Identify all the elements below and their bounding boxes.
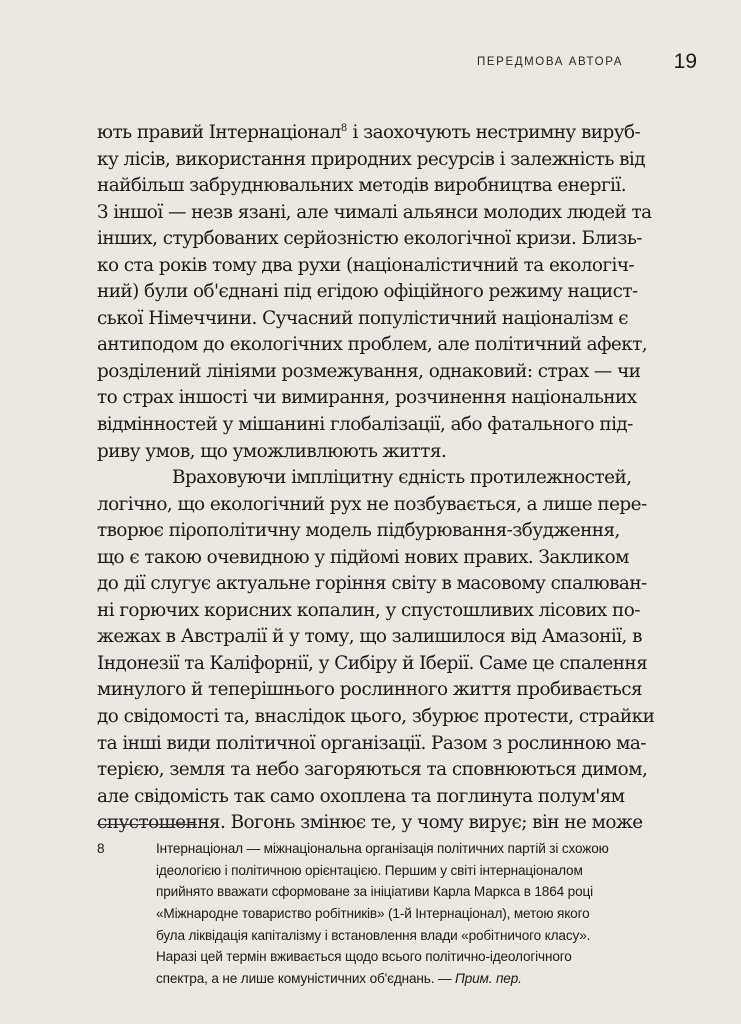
footnote-line-text: спектра, а не лише комуністичних об'єднань. — <box>156 971 456 987</box>
text-line: то страх іншості чи вимирання, розчинення національних <box>97 387 637 409</box>
text-line: минулого й теперішнього рослинного життя пробивається <box>97 679 643 701</box>
text-line: ко ста років тому два рухи (націоналістичний та екологіч- <box>97 254 635 276</box>
footnote-line: прийнято вважати сформоване за ініціативи Карла Маркса в 1864 році <box>156 884 593 900</box>
page-number: 19 <box>673 50 697 73</box>
footnote-line: Інтернаціонал — міжнаціональна організація політичних партій зі схожою <box>156 841 609 856</box>
running-title: ПЕРЕДМОВА АВТОРА <box>477 56 623 68</box>
text-line: до свідомості та, внаслідок цього, збурює протести, страйки <box>97 706 655 728</box>
text-line: ської Німеччини. Сучасний популістичний націоналізм є <box>97 307 629 329</box>
text-line: ні горючих корисних копалин, у спустошливих лісових по- <box>97 599 640 621</box>
text-line: антиподом до екологічних проблем, але політичний афект, <box>97 334 648 356</box>
text-line: жежах в Австралії й у тому, що залишилося від Амазонії, в <box>97 626 642 648</box>
text-line: до дії слугує актуальне горіння світу в масовому спалюван- <box>97 573 647 595</box>
footnote-divider <box>97 824 197 825</box>
footnote-line: «Міжнародне товариство робітників» (1-й Інтернаціонал), метою якого <box>156 906 590 922</box>
footnote-body <box>156 838 697 990</box>
text-line: творює піροполітичну модель підбурювання-збудження, <box>97 520 620 542</box>
text-line: риву умов, що уможливлюють життя. <box>97 440 447 462</box>
text-line: Індонезії та Каліфорнії, у Сибіру й Іберії. Саме це спалення <box>97 652 648 674</box>
text-line-1 <box>97 120 697 147</box>
text-line: що є такою очевидною у підйомі нових правих. Закликом <box>97 546 629 568</box>
text-line: інших, стурбованих серйозністю екологічної кризи. Близь- <box>97 228 642 250</box>
text-line: відмінностей у мішанині глобалізації, або фатального під- <box>97 414 633 436</box>
text-line: терією, земля та небо загоряються та сповнюються димом, <box>97 759 648 781</box>
footnote-marker: 8 <box>97 841 105 856</box>
text-line: найбільш забруднювальних методів виробництва енергії. <box>97 175 627 197</box>
text-line: розділений лініями розмежування, однаковий: страх — чи <box>97 360 641 382</box>
footnote-line: Наразі цей термін вживається щодо всього політично-ідеологічного <box>156 949 572 965</box>
text-line: ний) були об'єднані під егідою офіційного режиму нацист- <box>97 281 638 303</box>
running-head <box>0 50 741 74</box>
text-line-1-end: і заохочують нестримну вируб- <box>347 122 641 143</box>
text-line: та інші види політичної організації. Разом з рослинною ма- <box>97 732 646 754</box>
footnote-reference[interactable]: 8 <box>340 123 348 134</box>
text-line: логічно, що екологічний рух не позбувається, а лише пере- <box>97 493 647 515</box>
text-line-1-start: ють правий Інтернаціонал <box>97 122 341 143</box>
text-line: спустошення. Вогонь змінює те, у чому вирує; він не може <box>97 812 643 834</box>
body-text <box>97 120 697 837</box>
footnote-line: була ліквідація капіталізму і встановлення влади «робітничого класу». <box>156 927 591 943</box>
paragraph-start-line: Враховуючи імпліцитну єдність протилежностей, <box>172 467 632 489</box>
text-line: але свідомість так само охоплена та поглинута полум'ям <box>97 785 625 807</box>
translator-note: Прим. пер. <box>455 971 522 987</box>
footnote-line: ідеологією і політичною орієнтацією. Першим у світі інтернаціоналом <box>156 862 583 878</box>
footnote-last-line <box>156 968 697 990</box>
text-line: ку лісів, використання природних ресурсів і залежність від <box>97 148 646 170</box>
text-line: З іншої — незв язані, але чималі альянси молодих людей та <box>97 201 652 223</box>
